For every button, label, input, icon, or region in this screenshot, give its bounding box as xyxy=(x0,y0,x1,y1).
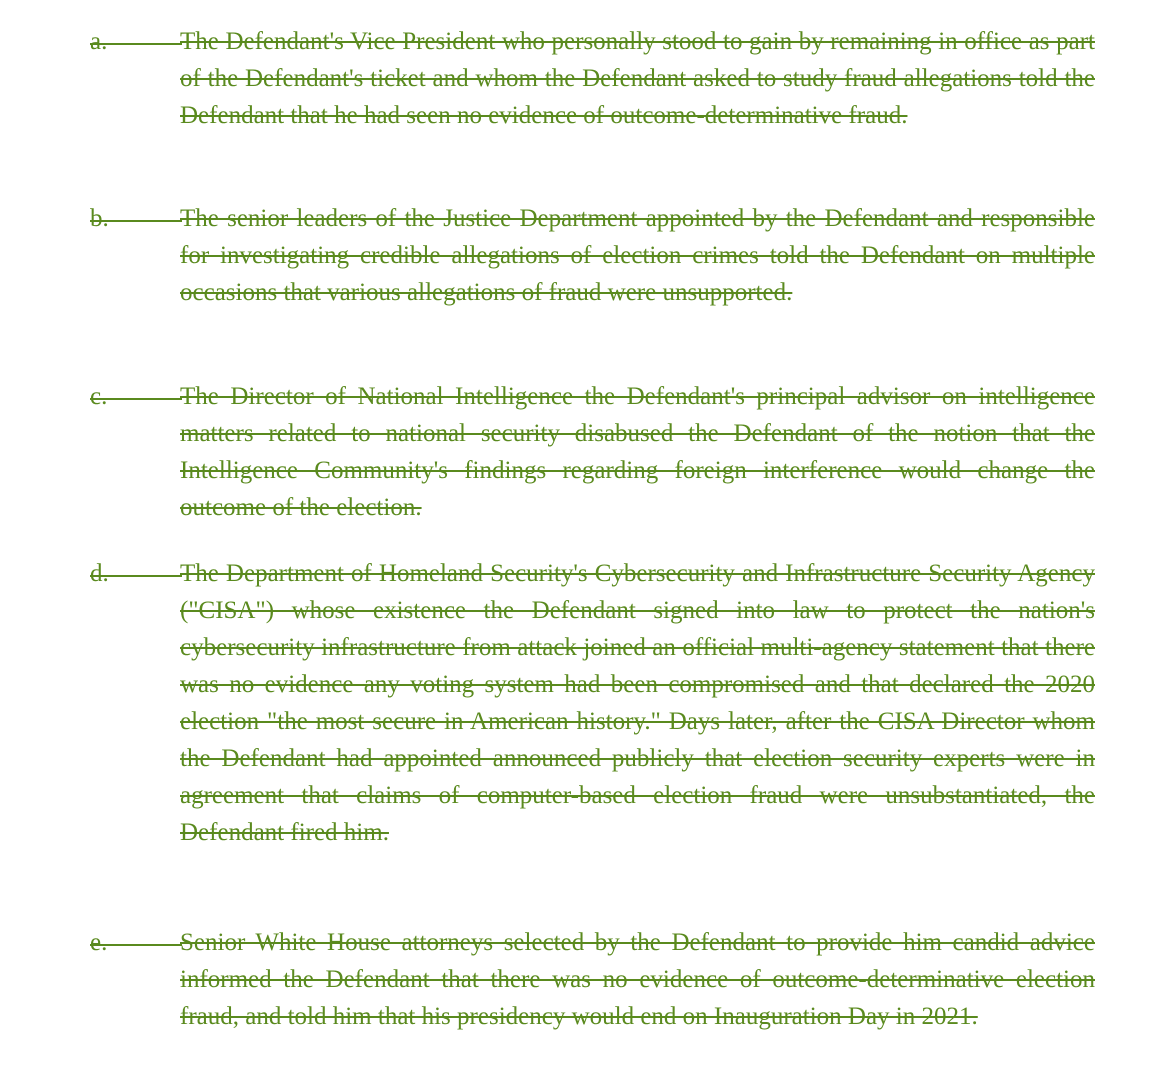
paragraph-text: The Defendant's Vice President who personally stood to gain by remaining in office as part of the Defendant's ticket and whom the Defendant asked to study fraud allegations told the Defendant that he had seen no evidence of outcome-determinative fraud. xyxy=(180,28,1095,129)
list-marker xyxy=(90,555,180,593)
list-marker xyxy=(90,200,180,238)
list-marker xyxy=(90,924,180,962)
list-marker-label: d. xyxy=(90,560,109,587)
list-marker-label: c. xyxy=(90,383,108,410)
paragraph-text: The Director of National Intelligence the Defendant's principal advisor on intelligence matters related to national security disabused the Defendant of the notion that the Intelligence Community's findings regarding foreign interference would change the outcome of the election. xyxy=(180,383,1095,521)
list-marker-label: e. xyxy=(90,929,108,956)
paragraph-text: The Department of Homeland Security's Cybersecurity and Infrastructure Security Agency ("CISA") whose existence the Defendant signed into law to protect the nation's cybersecurity infrastructure from attack joined an official multi-agency statement that there was no evidence any voting system had been compromised and that declared the 2020 election "the most secure in American history." Days later, after the CISA Director whom the Defendant had appointed announced publicly that election security experts were in agreement that claims of computer-based election fraud were unsubstantiated, the Defendant fired him. xyxy=(180,560,1095,846)
list-marker-label: b. xyxy=(90,205,109,232)
paragraph-text: Senior White House attorneys selected by the Defendant to provide him candid advice informed the Defendant that there was no evidence of outcome-determinative election fraud, and told him that his presidency would end on Inauguration Day in 2021. xyxy=(180,929,1095,1030)
list-marker-label: a. xyxy=(90,28,108,55)
list-marker xyxy=(90,23,180,61)
paragraph-text: The senior leaders of the Justice Department appointed by the Defendant and responsible for investigating credible allegations of election crimes told the Defendant on multiple occasions that various allegations of fraud were unsupported. xyxy=(180,205,1095,306)
list-marker xyxy=(90,378,180,416)
